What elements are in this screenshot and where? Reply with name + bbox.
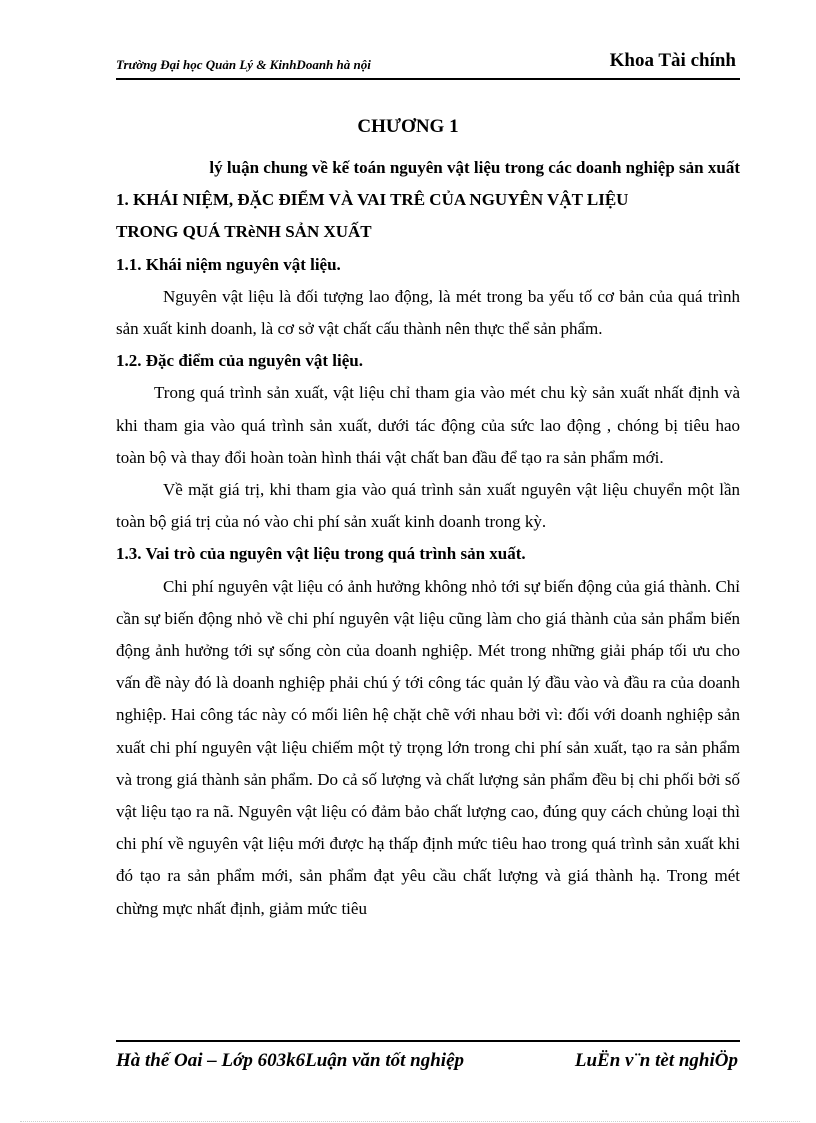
page-header <box>116 44 740 80</box>
section-1-2-paragraph-2: Về mặt giá trị, khi tham gia vào quá trình sản xuất nguyên vật liệu chuyển một lần toàn bộ giá trị của nó vào chi phí sản xuất kinh doanh trong kỳ. <box>116 480 740 532</box>
section-1-3-paragraph: Chi phí nguyên vật liệu có ảnh hưởng không nhỏ tới sự biến động của giá thành. Chỉ cần sự biến động nhỏ về chi phí nguyên vật liệu cũng làm cho giá thành của sản phẩm biến động ảnh hưởng tới sự sống còn của doanh nghiệp. Mét trong những giải pháp tối ưu cho vấn đề này đó là doanh nghiệp phải chú ý tới công tác quản lý đầu vào và đầu ra của doanh nghiệp. Hai công tác này có mối liên hệ chặt chẽ với nhau bởi vì: đối với doanh nghiệp sản xuất chi phí nguyên vật liệu chiếm một tỷ trọng lớn trong chi phí sản xuất, tạo ra sản phẩm và trong giá thành sản phẩm. Do cả số lượng và chất lượng sản phẩm đều bị chi phối bởi số vật liệu tạo ra nã. Nguyên vật liệu có đảm bảo chất lượng cao, đúng quy cách chủng loại thì chi phí về nguyên vật liệu mới được hạ thấp định mức tiêu hao trong quá trình sản xuất khi đó tạo ra sản phẩm mới, sản phẩm đạt yêu cầu chất lượng và giá thành hạ. Trong mét chừng mực nhất định, giảm mức tiêu <box>116 576 740 918</box>
chapter-subtitle: lý luận chung về kế toán nguyên vật liệu trong các doanh nghiệp sản xuất <box>209 158 740 177</box>
section-1-heading-line-1: 1. KHÁI NIỆM, ĐẶC ĐIỂM VÀ VAI TRÊ CỦA NGUYÊN VẬT LIỆU <box>116 190 629 210</box>
chapter-title: CHƯƠNG 1 <box>357 116 459 137</box>
section-1-1-heading: 1.1. Khái niệm nguyên vật liệu. <box>116 254 341 274</box>
university-name: Trường Đại học Quản Lý & KinhDoanh hà nội <box>116 57 371 72</box>
footer-divider <box>116 1040 740 1042</box>
section-1-2-heading: 1.2. Đặc điểm của nguyên vật liệu. <box>116 351 363 371</box>
page-bottom-edge <box>20 1121 800 1122</box>
footer-thesis-label: LuËn v¨n tèt nghiÖp <box>574 1050 738 1071</box>
section-1-heading-line-2: TRONG QUÁ TRèNH SẢN XUẤT <box>116 222 372 242</box>
section-1-2-paragraph-1: Trong quá trình sản xuất, vật liệu chỉ tham gia vào mét chu kỳ sản xuất nhất định và khi tham gia vào quá trình sản xuất, dưới tác động của sức lao động , chóng bị tiêu hao toàn bộ và thay đổi hoàn toàn hình thái vật chất ban đầu để tạo ra sản phẩm mới. <box>116 383 740 467</box>
section-1-3-heading: 1.3. Vai trò của nguyên vật liệu trong quá trình sản xuất. <box>116 544 526 564</box>
section-1-1-paragraph: Nguyên vật liệu là đối tượng lao động, là mét trong ba yếu tố cơ bản của quá trình sản xuất kinh doanh, là cơ sở vật chất cấu thành nên thực thể sản phẩm. <box>116 286 740 339</box>
faculty-name: Khoa Tài chính <box>609 50 736 71</box>
document-body <box>116 152 740 925</box>
footer-author-class: Hà thế Oai – Lớp 603k6Luận văn tốt nghiệp <box>116 1050 465 1071</box>
